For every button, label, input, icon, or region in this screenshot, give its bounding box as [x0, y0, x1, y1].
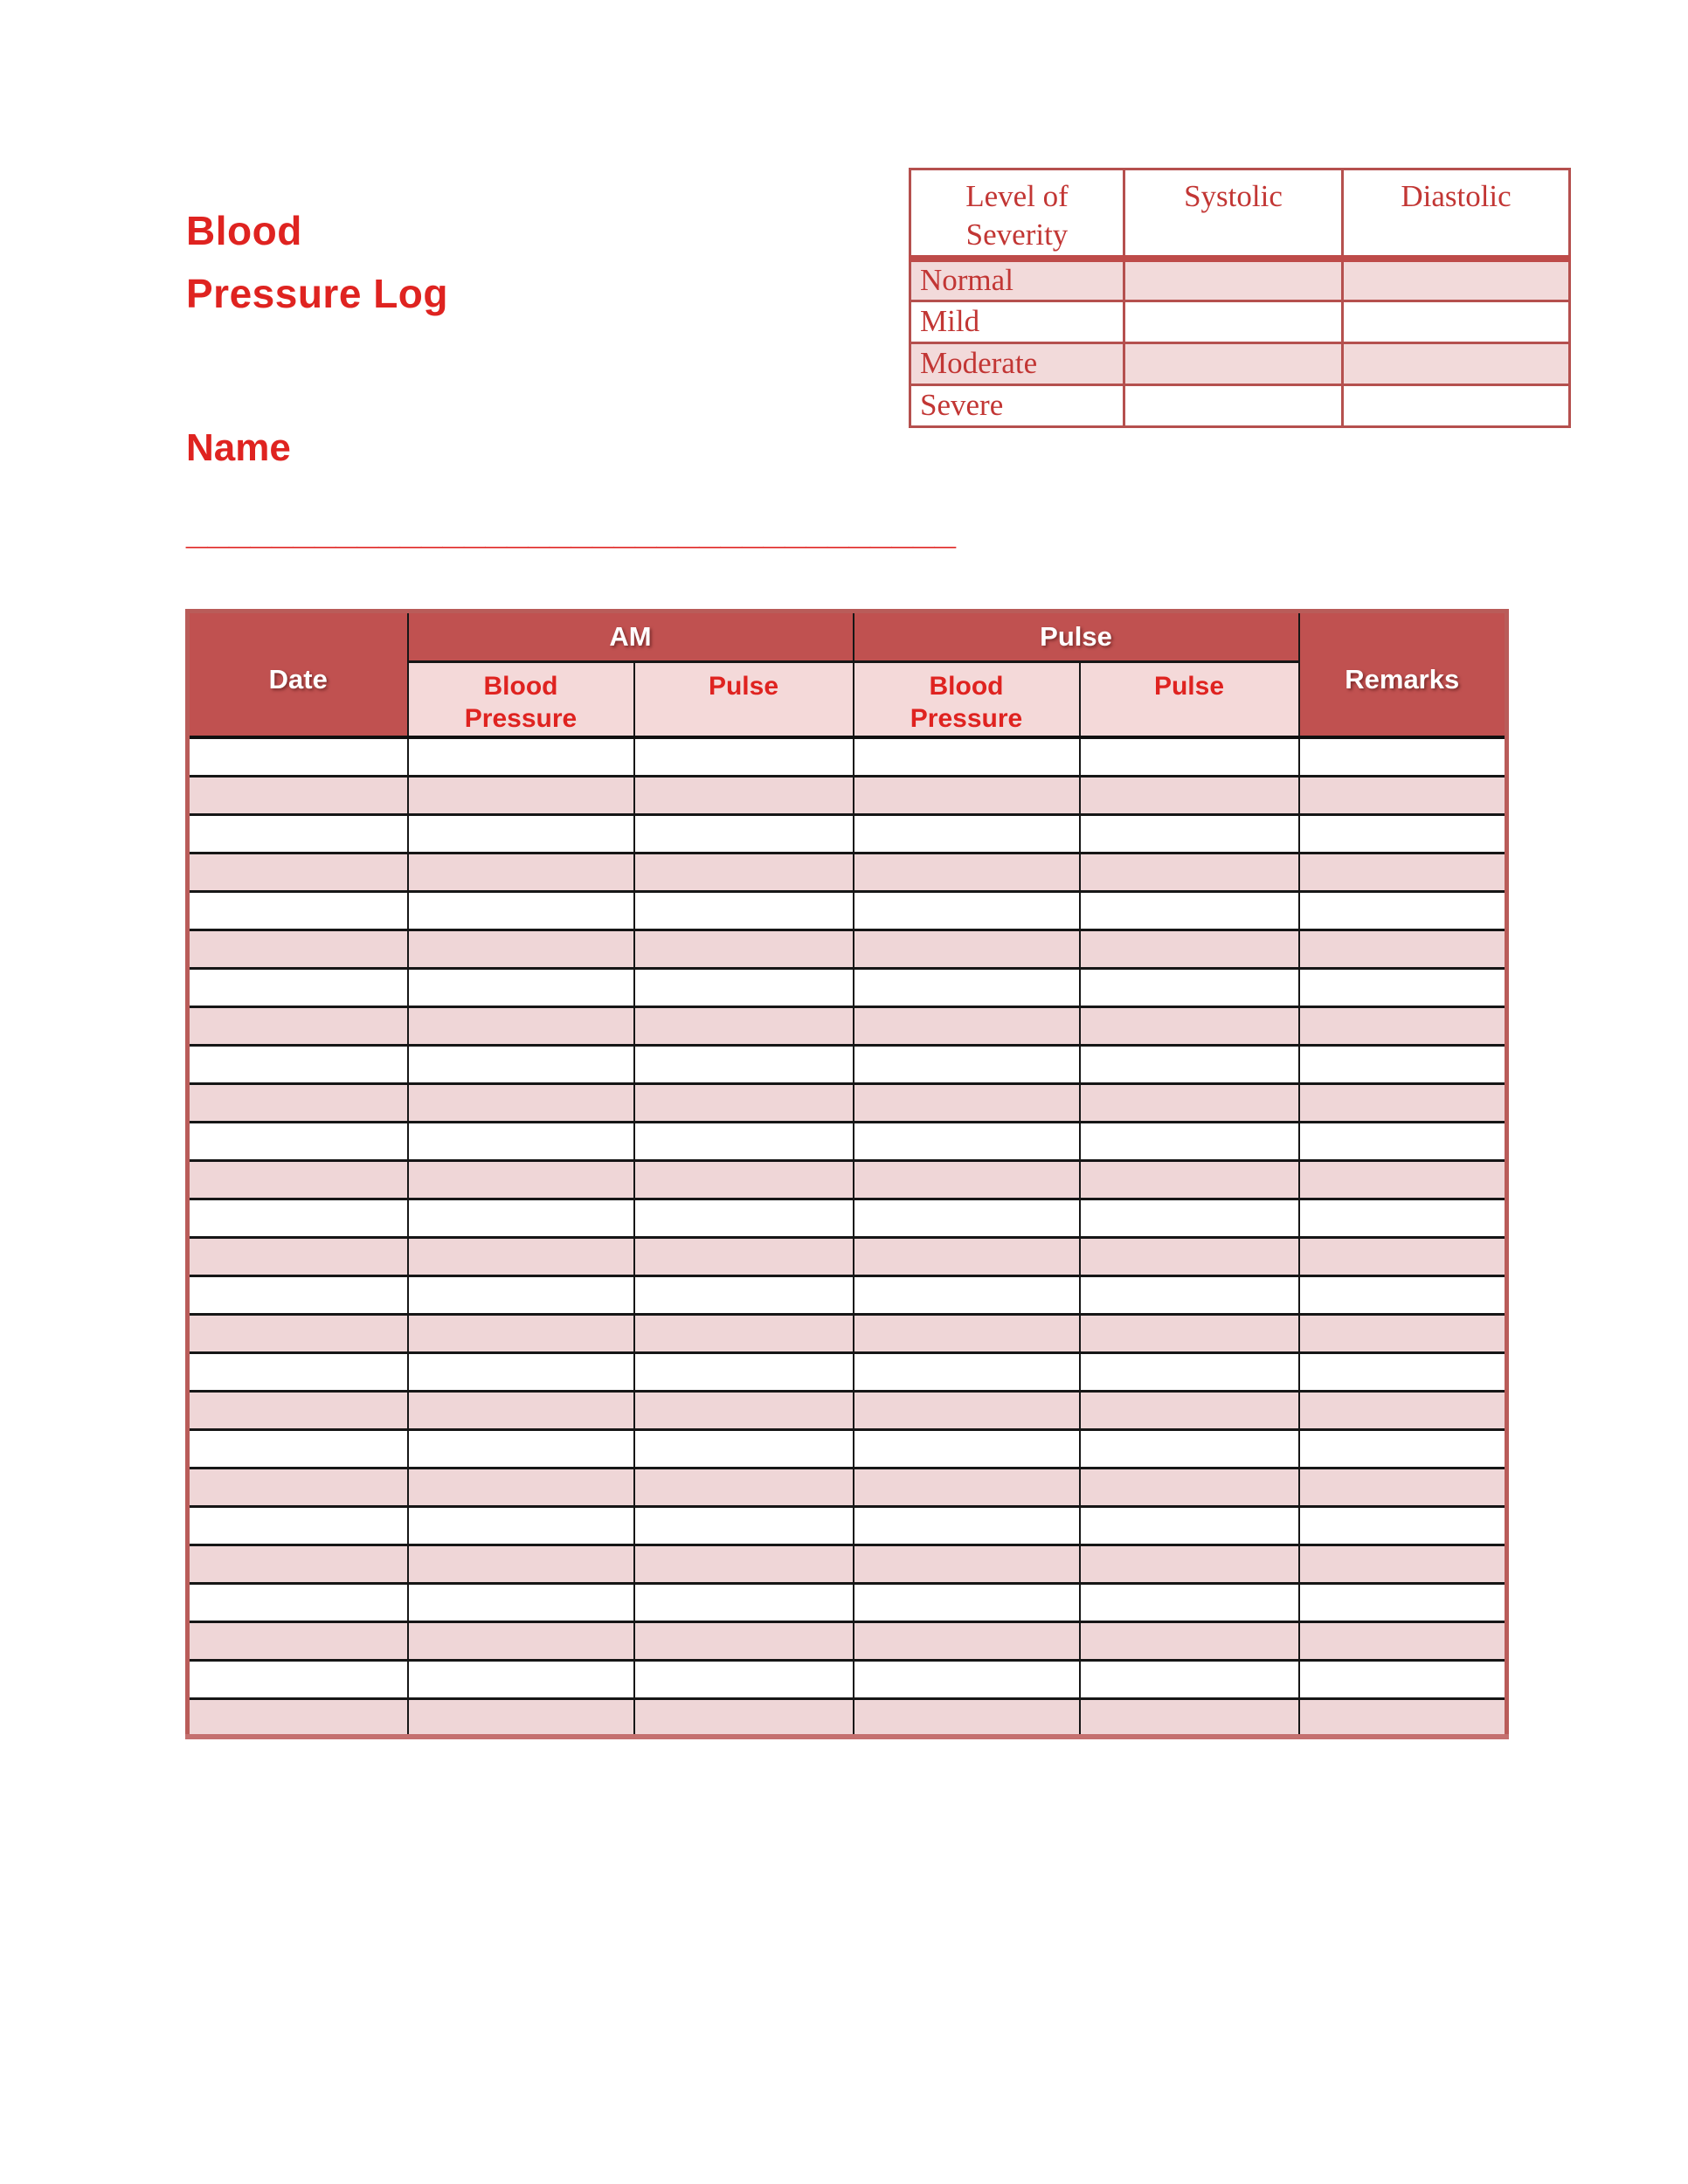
log-cell: [188, 891, 408, 930]
log-cell: [854, 1583, 1080, 1621]
log-row: [188, 930, 1507, 968]
log-cell: [854, 1545, 1080, 1583]
log-cell: [634, 1429, 854, 1468]
severity-col-diastolic: Diastolic: [1343, 169, 1570, 259]
severity-row-label: Normal: [910, 259, 1124, 301]
log-cell: [1080, 1545, 1299, 1583]
log-cell: [1299, 1199, 1507, 1237]
log-row: [188, 1160, 1507, 1199]
log-row: [188, 1698, 1507, 1737]
severity-col-systolic: Systolic: [1124, 169, 1343, 259]
log-cell: [854, 853, 1080, 891]
log-cell: [188, 1468, 408, 1506]
severity-systolic-cell: [1124, 384, 1343, 426]
log-cell: [408, 1160, 634, 1199]
log-row: [188, 1314, 1507, 1352]
log-cell: [408, 1429, 634, 1468]
log-cell: [188, 1352, 408, 1391]
severity-row-label: Mild: [910, 301, 1124, 342]
log-row: [188, 853, 1507, 891]
log-subcol-pm-blood-pressure: Blood Pressure: [854, 662, 1080, 738]
log-cell: [854, 1621, 1080, 1660]
log-cell: [408, 853, 634, 891]
log-cell: [634, 1314, 854, 1352]
log-cell: [634, 776, 854, 814]
log-cell: [854, 1314, 1080, 1352]
log-cell: [1299, 1698, 1507, 1737]
severity-systolic-cell: [1124, 342, 1343, 384]
log-cell: [1080, 1083, 1299, 1122]
log-row: [188, 1545, 1507, 1583]
log-col-date: Date: [188, 612, 408, 738]
log-cell: [408, 1045, 634, 1083]
log-cell: [1080, 1275, 1299, 1314]
log-cell: [188, 1621, 408, 1660]
log-cell: [408, 1275, 634, 1314]
log-cell: [408, 1237, 634, 1275]
log-cell: [188, 776, 408, 814]
log-cell: [1080, 930, 1299, 968]
log-cell: [188, 1083, 408, 1122]
log-cell: [1299, 814, 1507, 853]
log-row: [188, 776, 1507, 814]
severity-row-mild: [910, 301, 1570, 342]
log-cell: [1080, 1314, 1299, 1352]
severity-diastolic-cell: [1343, 259, 1570, 301]
log-cell: [1299, 1122, 1507, 1160]
log-row: [188, 1506, 1507, 1545]
log-cell: [854, 1160, 1080, 1199]
severity-col-level-of-severity: Level of Severity: [910, 169, 1124, 259]
doc-title-line2: Pressure Log: [186, 271, 448, 316]
log-cell: [1080, 737, 1299, 776]
log-cell: [1080, 1621, 1299, 1660]
log-cell: [188, 1545, 408, 1583]
log-cell: [854, 814, 1080, 853]
log-cell: [634, 814, 854, 853]
severity-diastolic-cell: [1343, 384, 1570, 426]
doc-title-line1: Blood: [186, 208, 302, 253]
log-cell: [1299, 1045, 1507, 1083]
log-cell: [1080, 1237, 1299, 1275]
name-underline: ____________________________________: [186, 509, 956, 552]
log-cell: [188, 1045, 408, 1083]
log-cell: [1299, 1352, 1507, 1391]
log-cell: [1299, 968, 1507, 1006]
log-cell: [1080, 1468, 1299, 1506]
severity-row-severe: [910, 384, 1570, 426]
log-row: [188, 1352, 1507, 1391]
log-cell: [1080, 1006, 1299, 1045]
log-cell: [188, 814, 408, 853]
log-subcol-am-pulse: Pulse: [634, 662, 854, 738]
severity-row-moderate: [910, 342, 1570, 384]
log-row: [188, 968, 1507, 1006]
severity-diastolic-cell: [1343, 301, 1570, 342]
log-cell: [634, 1545, 854, 1583]
log-cell: [634, 1583, 854, 1621]
log-cell: [408, 1352, 634, 1391]
log-cell: [188, 930, 408, 968]
log-cell: [634, 1275, 854, 1314]
log-row: [188, 1621, 1507, 1660]
log-cell: [1299, 1583, 1507, 1621]
log-row: [188, 1083, 1507, 1122]
log-cell: [1299, 1083, 1507, 1122]
log-cell: [854, 1429, 1080, 1468]
log-cell: [854, 1006, 1080, 1045]
log-row: [188, 1583, 1507, 1621]
log-cell: [1080, 1199, 1299, 1237]
log-cell: [634, 1391, 854, 1429]
log-row: [188, 1006, 1507, 1045]
log-cell: [1080, 814, 1299, 853]
severity-row-label: Moderate: [910, 342, 1124, 384]
log-row: [188, 1199, 1507, 1237]
log-row: [188, 1045, 1507, 1083]
log-cell: [854, 1660, 1080, 1698]
log-cell: [1080, 1045, 1299, 1083]
log-header-group-row: [188, 612, 1507, 662]
log-cell: [1080, 1122, 1299, 1160]
log-cell: [1080, 968, 1299, 1006]
log-group-am: AM: [408, 612, 854, 662]
log-cell: [1299, 1468, 1507, 1506]
log-cell: [854, 737, 1080, 776]
log-row: [188, 1468, 1507, 1506]
log-cell: [634, 1199, 854, 1237]
log-cell: [634, 1045, 854, 1083]
log-cell: [634, 1698, 854, 1737]
log-cell: [188, 737, 408, 776]
log-cell: [408, 930, 634, 968]
log-cell: [1299, 1006, 1507, 1045]
log-cell: [408, 1391, 634, 1429]
log-cell: [408, 1583, 634, 1621]
log-cell: [1080, 1583, 1299, 1621]
log-cell: [854, 891, 1080, 930]
log-cell: [188, 1583, 408, 1621]
log-cell: [188, 1275, 408, 1314]
log-cell: [188, 1391, 408, 1429]
log-row: [188, 1275, 1507, 1314]
log-cell: [408, 1122, 634, 1160]
log-cell: [1080, 1391, 1299, 1429]
log-cell: [634, 1468, 854, 1506]
log-cell: [1299, 776, 1507, 814]
log-cell: [634, 1621, 854, 1660]
log-cell: [408, 1545, 634, 1583]
log-subcol-am-blood-pressure: Blood Pressure: [408, 662, 634, 738]
log-cell: [854, 1698, 1080, 1737]
log-cell: [634, 1237, 854, 1275]
log-row: [188, 1122, 1507, 1160]
log-cell: [408, 968, 634, 1006]
log-cell: [634, 968, 854, 1006]
log-cell: [1299, 1314, 1507, 1352]
log-cell: [188, 1006, 408, 1045]
log-cell: [1080, 1352, 1299, 1391]
log-cell: [188, 1698, 408, 1737]
log-col-remarks: Remarks: [1299, 612, 1507, 738]
log-cell: [1080, 1160, 1299, 1199]
log-cell: [1080, 1698, 1299, 1737]
log-cell: [1299, 1545, 1507, 1583]
log-cell: [188, 853, 408, 891]
log-cell: [634, 1083, 854, 1122]
log-cell: [1080, 776, 1299, 814]
log-cell: [408, 1199, 634, 1237]
log-cell: [188, 1314, 408, 1352]
bp-log-table: [185, 609, 1509, 1739]
log-cell: [1299, 1160, 1507, 1199]
severity-systolic-cell: [1124, 259, 1343, 301]
log-cell: [408, 891, 634, 930]
severity-diastolic-cell: [1343, 342, 1570, 384]
log-cell: [408, 1314, 634, 1352]
log-cell: [408, 737, 634, 776]
log-cell: [188, 1237, 408, 1275]
log-cell: [634, 1006, 854, 1045]
log-cell: [854, 930, 1080, 968]
log-cell: [1080, 853, 1299, 891]
log-cell: [1299, 1237, 1507, 1275]
log-cell: [854, 1468, 1080, 1506]
log-row: [188, 891, 1507, 930]
log-cell: [854, 968, 1080, 1006]
name-label: Name: [186, 426, 291, 469]
log-row: [188, 737, 1507, 776]
log-row: [188, 814, 1507, 853]
log-cell: [854, 1199, 1080, 1237]
log-cell: [634, 853, 854, 891]
log-cell: [188, 1660, 408, 1698]
log-cell: [408, 1621, 634, 1660]
severity-row-label: Severe: [910, 384, 1124, 426]
log-cell: [634, 1660, 854, 1698]
log-cell: [854, 1352, 1080, 1391]
log-cell: [854, 1237, 1080, 1275]
log-cell: [634, 1122, 854, 1160]
log-cell: [1299, 1391, 1507, 1429]
log-row: [188, 1391, 1507, 1429]
log-cell: [408, 1083, 634, 1122]
log-cell: [408, 1506, 634, 1545]
log-cell: [1080, 1660, 1299, 1698]
severity-systolic-cell: [1124, 301, 1343, 342]
log-cell: [188, 1160, 408, 1199]
log-cell: [188, 1506, 408, 1545]
log-cell: [188, 1429, 408, 1468]
log-row: [188, 1660, 1507, 1698]
log-cell: [408, 1660, 634, 1698]
log-row: [188, 1429, 1507, 1468]
log-cell: [634, 891, 854, 930]
log-cell: [188, 1122, 408, 1160]
log-cell: [1299, 930, 1507, 968]
log-cell: [1299, 1506, 1507, 1545]
log-cell: [854, 1083, 1080, 1122]
severity-header-row: [910, 169, 1570, 259]
log-cell: [854, 1122, 1080, 1160]
doc-title: [186, 199, 448, 325]
log-cell: [188, 968, 408, 1006]
log-cell: [1080, 891, 1299, 930]
log-cell: [854, 1391, 1080, 1429]
log-cell: [634, 930, 854, 968]
log-table-body: [188, 737, 1507, 1737]
log-cell: [634, 1352, 854, 1391]
log-cell: [634, 1506, 854, 1545]
log-cell: [1299, 737, 1507, 776]
log-cell: [1080, 1506, 1299, 1545]
log-cell: [1299, 1429, 1507, 1468]
log-cell: [854, 776, 1080, 814]
log-cell: [408, 814, 634, 853]
log-cell: [408, 1698, 634, 1737]
log-cell: [854, 1506, 1080, 1545]
log-cell: [634, 1160, 854, 1199]
severity-row-normal: [910, 259, 1570, 301]
log-cell: [634, 737, 854, 776]
log-cell: [188, 1199, 408, 1237]
log-subcol-pm-pulse: Pulse: [1080, 662, 1299, 738]
log-cell: [408, 1468, 634, 1506]
severity-table: [909, 168, 1571, 428]
log-cell: [408, 776, 634, 814]
log-cell: [1299, 1621, 1507, 1660]
log-cell: [408, 1006, 634, 1045]
log-cell: [1299, 1660, 1507, 1698]
log-row: [188, 1237, 1507, 1275]
log-cell: [854, 1045, 1080, 1083]
log-group-pulse: Pulse: [854, 612, 1299, 662]
log-cell: [1299, 1275, 1507, 1314]
log-cell: [1299, 891, 1507, 930]
log-cell: [854, 1275, 1080, 1314]
log-cell: [1299, 853, 1507, 891]
log-cell: [1080, 1429, 1299, 1468]
